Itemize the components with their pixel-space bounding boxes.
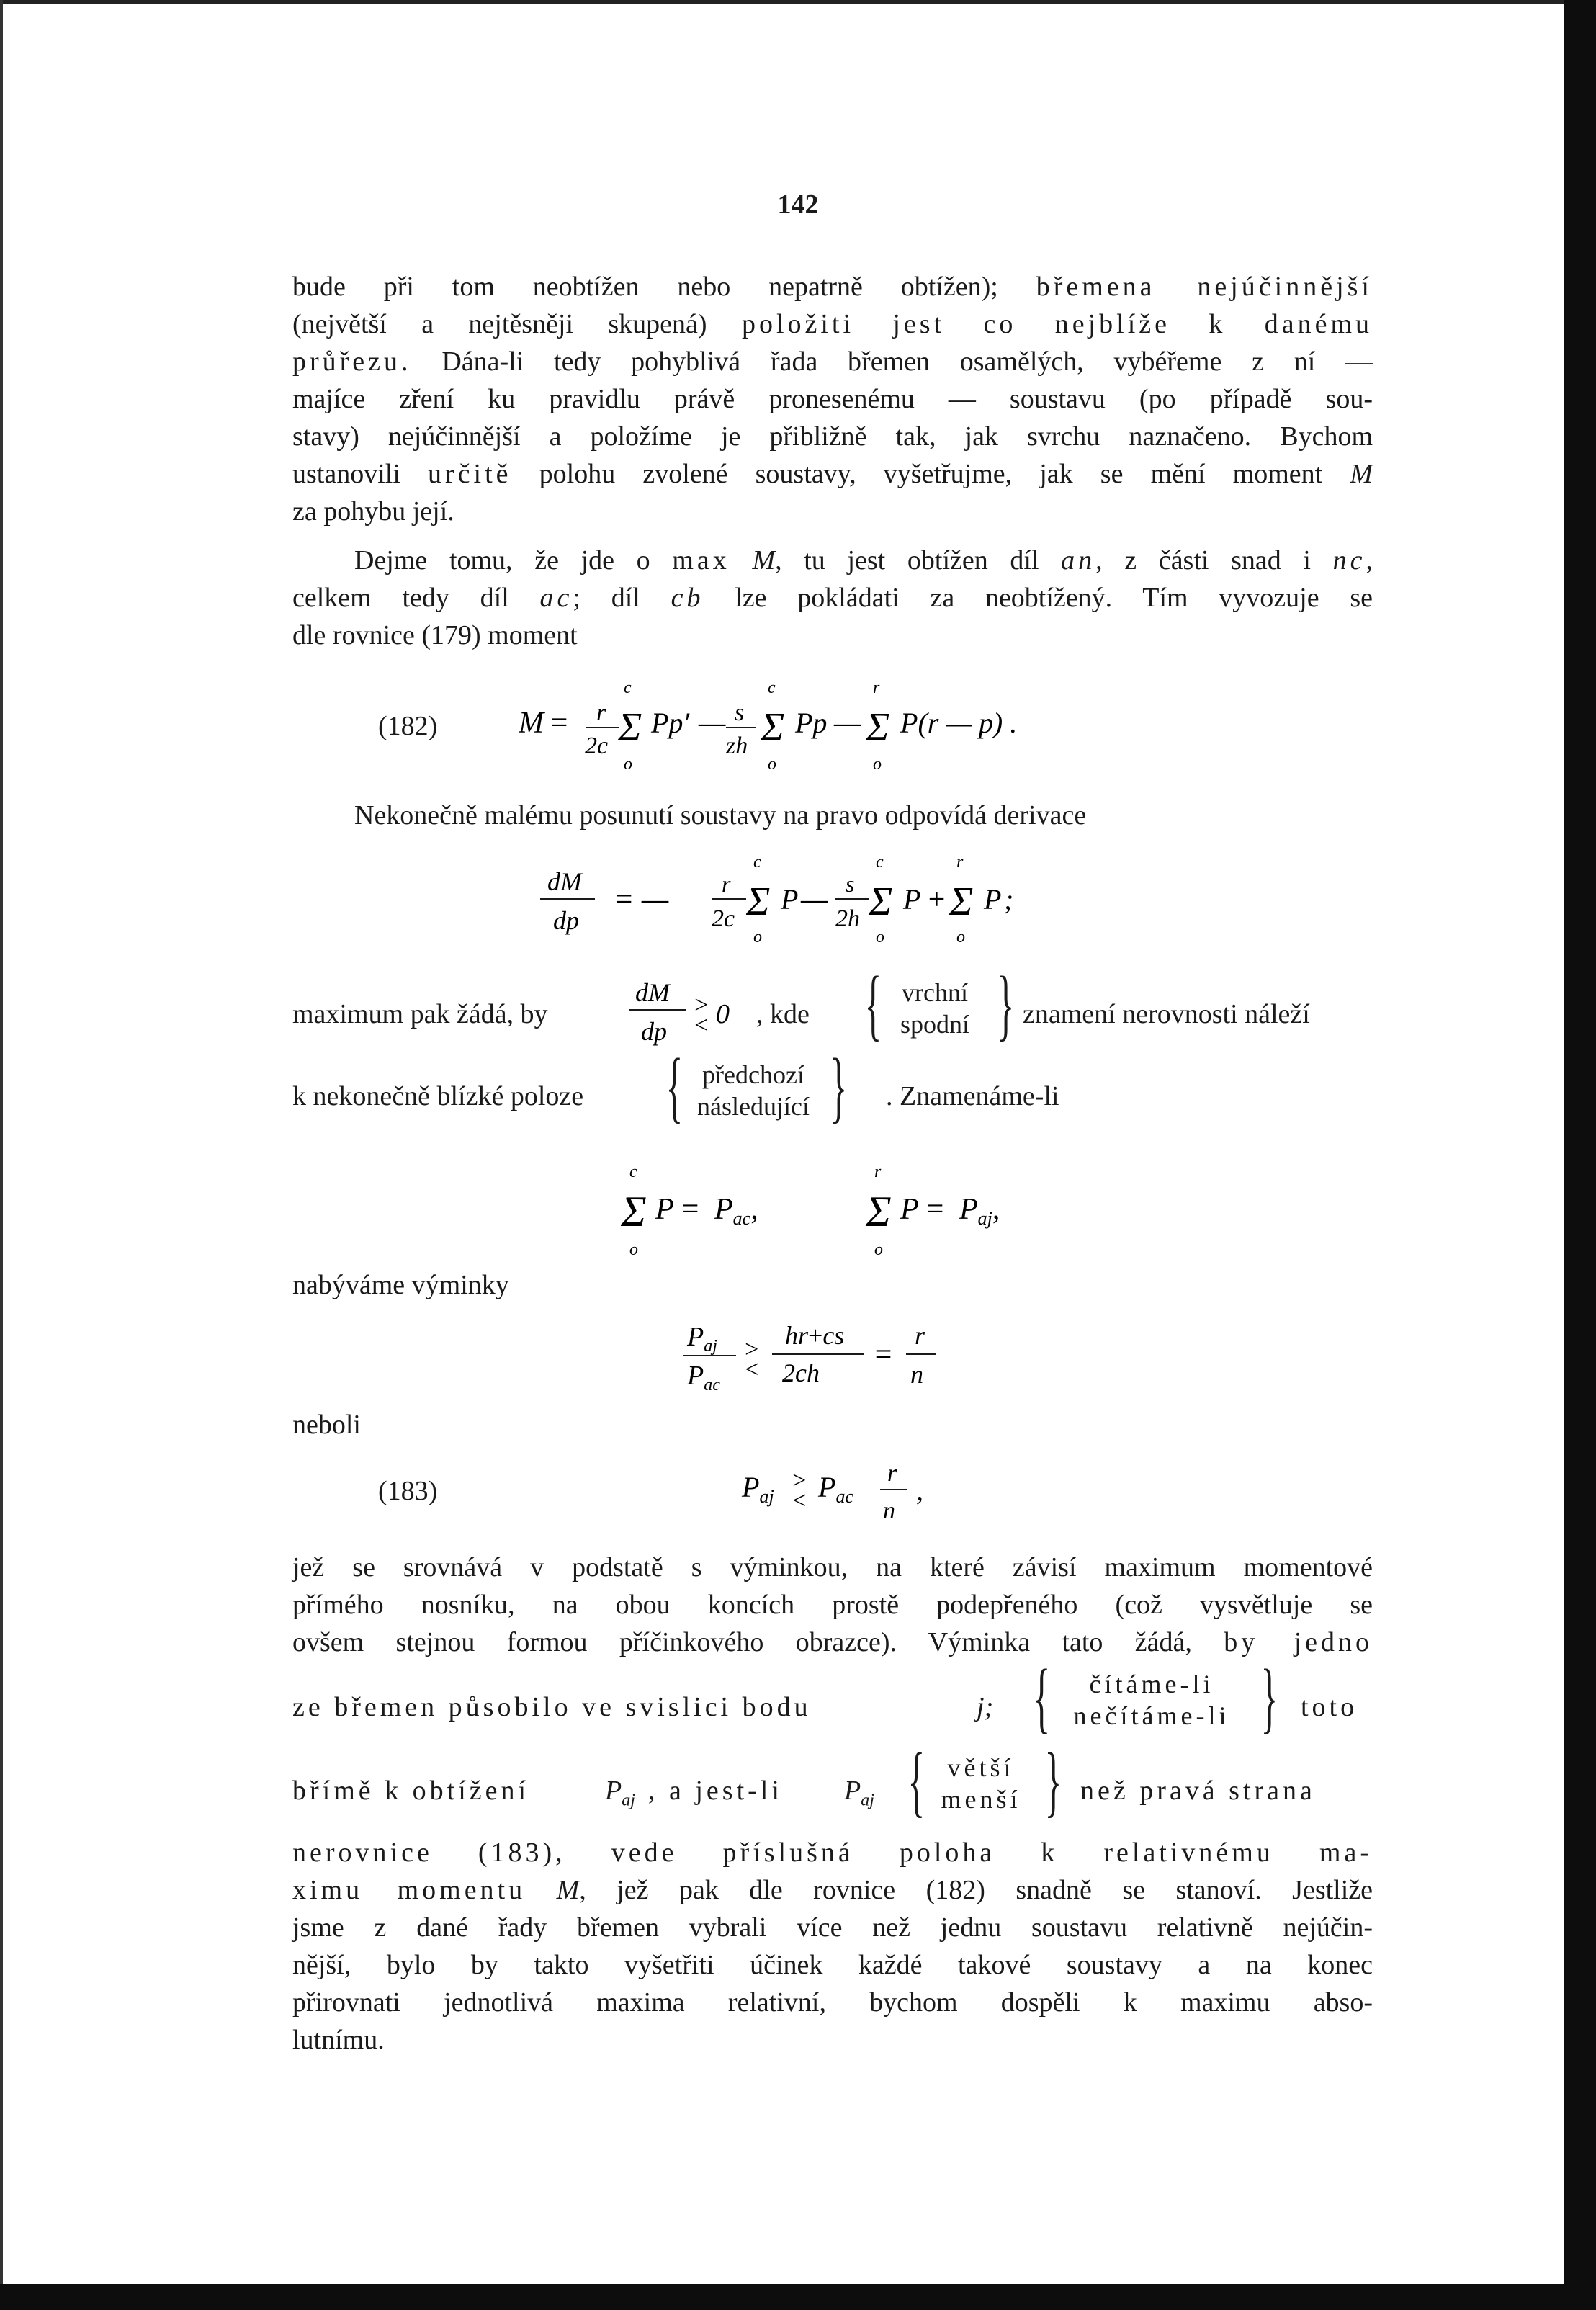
svg-text:o: o [874, 1240, 883, 1259]
svg-text:o: o [624, 755, 632, 774]
svg-text:r: r [887, 1460, 897, 1487]
text-line: jež se srovnává v podstatě s výminkou, na které závisí maximum momentové [292, 1552, 1373, 1582]
poloze-text: k nekonečně blízké poloze [292, 1081, 584, 1111]
svg-text:P: P [903, 883, 921, 916]
right-brace: } [830, 1042, 848, 1130]
svg-text:Paj: $P_{aj}$ [742, 1471, 774, 1507]
svg-text:Pac: $P_{ac}$ [687, 1361, 720, 1394]
svg-text:Σ: Σ [866, 1188, 892, 1235]
svg-text:r: r [874, 1163, 882, 1181]
svg-text:c: c [876, 854, 884, 872]
inequality-dm-dp [624, 972, 768, 1052]
text-line: ustanovili určitě polohu zvolené soustavy, vyšetřujme, jak se mění moment M [292, 459, 1373, 489]
svg-text:c: c [753, 854, 761, 872]
svg-text:2ch: 2ch [782, 1358, 820, 1387]
text-line: bude při tom neobtížen nebo nepatrně obtížen); břemena nejúčinnější [292, 272, 1373, 302]
svg-text:hr+cs: hr+cs [785, 1321, 845, 1350]
point-j-text: j; [977, 1692, 994, 1722]
svg-text:2c: 2c [585, 733, 609, 759]
svg-text:r: r [596, 699, 606, 726]
equation-182 [519, 677, 1196, 778]
equation-condition [677, 1311, 1008, 1397]
paragraph-2 [292, 542, 1373, 654]
text-line: Nekonečně malému posunutí soustavy na pravo odpovídá derivace [354, 800, 1087, 831]
toto-text: toto [1301, 1692, 1358, 1722]
svg-text:r: r [722, 871, 731, 897]
text-line: lutnímu. [292, 2025, 385, 2055]
text-line: Dejme tomu, že jde o max M, tu jest obtížen díl an, z části snad i nc, [354, 545, 1373, 576]
svg-text:Σ: Σ [869, 879, 893, 924]
svg-text:Σ: Σ [746, 879, 771, 924]
text-line: přirovnati jednotlivá maxima relativní, bychom dospěli k maximu abso- [292, 1987, 1373, 2018]
svg-text:r: r [956, 854, 964, 872]
p-aj-symbol: $P_{aj}$ [605, 1776, 635, 1810]
svg-text:Σ: Σ [761, 705, 785, 750]
jest-li-text: , a jest-li [648, 1776, 783, 1806]
page-number: 142 [777, 189, 819, 220]
svg-text:o: o [873, 755, 882, 774]
text-line: nější, bylo by takto vyšetřiti účinek každé takové soustavy a na konec [292, 1950, 1373, 1980]
svg-text:2h: 2h [835, 905, 860, 932]
text-line: za pohybu její. [292, 496, 454, 527]
svg-text:P: P [655, 1193, 674, 1226]
brace-options-count: čítáme-li nečítáme-li [1073, 1670, 1230, 1730]
svg-text:=: = [925, 1193, 946, 1226]
scan-edge-right [1564, 0, 1596, 2310]
maximum-condition-text: maximum pak žádá, by [292, 999, 548, 1029]
svg-text:r: r [915, 1321, 925, 1350]
svg-text:=: = [549, 707, 570, 740]
maximum-condition-end: znamení nerovnosti náleží [1023, 999, 1310, 1029]
svg-text:s: s [735, 699, 745, 726]
svg-text:P: P [900, 1193, 919, 1226]
brace-options-size: větší menší [941, 1753, 1021, 1814]
text-line: (největší a nejtěsněji skupená) položiti jest co nejblíže k danému [292, 309, 1373, 339]
svg-text:2c: 2c [712, 905, 735, 932]
svg-text:P: P [781, 883, 799, 916]
p-aj-symbol: $P_{aj}$ [844, 1776, 874, 1810]
svg-text:—: — [699, 707, 726, 740]
kde-text: , kde [756, 999, 810, 1029]
svg-text:Σ: Σ [621, 1188, 647, 1235]
svg-text:s: s [846, 871, 855, 897]
text-line: průřezu. Dána-li tedy pohyblivá řada břemen osamělých, vybéřeme z ní — [292, 346, 1373, 377]
equation-number-182: (182) [378, 711, 438, 741]
znamename-text: . Znamenáme-li [886, 1081, 1059, 1111]
scan-edge-bottom [0, 2284, 1596, 2310]
right-brace: } [1044, 1737, 1062, 1825]
svg-text:>: > [693, 992, 709, 1019]
svg-text:<: < [743, 1356, 760, 1383]
svg-text:c: c [768, 679, 776, 697]
svg-text:dM: dM [635, 978, 670, 1007]
svg-text:Σ: Σ [866, 705, 890, 750]
paragraph-4 [292, 1549, 1373, 1661]
svg-text:c: c [629, 1163, 637, 1181]
paragraph-3 [292, 797, 1373, 834]
text-line: celkem tedy díl ac; díl cb lze pokládati za neobtížený. Tím vyvozuje se [292, 583, 1373, 613]
svg-text:dM: dM [547, 867, 582, 896]
svg-text:Pac: $P_{ac}$ [818, 1471, 853, 1507]
svg-text:<: < [791, 1487, 807, 1514]
svg-text:P: P [984, 883, 1002, 916]
neboli-text: neboli [292, 1410, 361, 1440]
scan-edge-top [0, 0, 1596, 4]
svg-text:=: = [873, 1338, 894, 1371]
paragraph-5 [292, 1834, 1373, 2059]
svg-text:r: r [873, 679, 880, 697]
svg-text:Σ: Σ [949, 879, 974, 924]
paragraph-1 [292, 268, 1373, 530]
svg-text:o: o [956, 928, 965, 946]
svg-text:>: > [791, 1467, 807, 1494]
svg-text:Paj,: Paj, [959, 1193, 1000, 1229]
left-brace: { [665, 1042, 683, 1130]
text-line: ximu momentu M, jež pak dle rovnice (182) snadně se stanoví. Jestliže [292, 1875, 1373, 1905]
left-brace: { [864, 960, 882, 1048]
equation-183 [739, 1452, 969, 1531]
equation-number-183: (183) [378, 1476, 438, 1506]
svg-text:Paj: $P_{aj}$ [687, 1322, 717, 1356]
bremen-text: ze břemen působilo ve svislici bodu [292, 1692, 812, 1722]
svg-text:c: c [624, 679, 632, 697]
svg-text:dp: dp [553, 906, 579, 935]
svg-text:= —: = — [614, 883, 669, 916]
text-line: přímého nosníku, na obou koncích prostě podepřeného (což vysvětluje se [292, 1590, 1373, 1620]
svg-text:o: o [629, 1240, 638, 1259]
brace-options-position: předchozí následující [697, 1060, 810, 1121]
svg-text:Pac,: Pac, [714, 1193, 758, 1229]
svg-text:Σ: Σ [618, 705, 642, 750]
svg-text:dp: dp [641, 1017, 667, 1046]
svg-text:—: — [801, 883, 828, 916]
svg-text:P(r — p) .: P(r — p) . [900, 707, 1018, 739]
svg-text:;: ; [1004, 883, 1014, 916]
svg-text:0: 0 [716, 999, 730, 1029]
svg-text:n: n [910, 1360, 923, 1389]
svg-text:Pp′: Pp′ [651, 707, 690, 739]
right-brace: } [997, 960, 1015, 1048]
svg-text:Pp: Pp [795, 707, 828, 739]
svg-text:n: n [883, 1498, 895, 1524]
svg-text:o: o [768, 755, 776, 774]
svg-text:<: < [693, 1012, 709, 1039]
nabyvame-text: nabýváme výminky [292, 1270, 509, 1300]
text-line: majíce zření ku pravidlu právě pronesenému — soustavu (po případě sou- [292, 384, 1373, 414]
prava-strana-text: než pravá strana [1080, 1776, 1316, 1806]
left-brace: { [1033, 1653, 1051, 1741]
equation-sum-definitions [605, 1160, 1080, 1261]
text-line: stavy) nejúčinnější a položíme je přibližně tak, jak svrchu naznačeno. Bychom [292, 421, 1373, 452]
text-line: nerovnice (183), vede příslušná poloha k relativnému ma- [292, 1837, 1373, 1868]
right-brace: } [1260, 1653, 1278, 1741]
equation-derivative [533, 854, 1152, 948]
svg-text:zh: zh [726, 733, 748, 759]
scan-edge-left [0, 0, 3, 2310]
brime-text: břímě k obtížení [292, 1776, 530, 1806]
svg-text:+: + [926, 883, 947, 916]
text-line: ovšem stejnou formou příčinkového obrazce). Výminka tato žádá, by jedno [292, 1627, 1373, 1657]
brace-options-sign: vrchní spodní [900, 978, 969, 1039]
left-brace: { [907, 1737, 925, 1825]
svg-text:—: — [834, 707, 861, 740]
svg-text:>: > [743, 1336, 760, 1363]
svg-text:o: o [753, 928, 762, 946]
text-line: dle rovnice (179) moment [292, 620, 578, 650]
svg-text:M: M [519, 707, 544, 740]
svg-text:,: , [916, 1474, 923, 1506]
svg-text:o: o [876, 928, 884, 946]
svg-text:=: = [680, 1193, 701, 1226]
text-line: jsme z dané řady břemen vybrali více než jednu soustavu relativně nejúčin- [292, 1912, 1373, 1943]
